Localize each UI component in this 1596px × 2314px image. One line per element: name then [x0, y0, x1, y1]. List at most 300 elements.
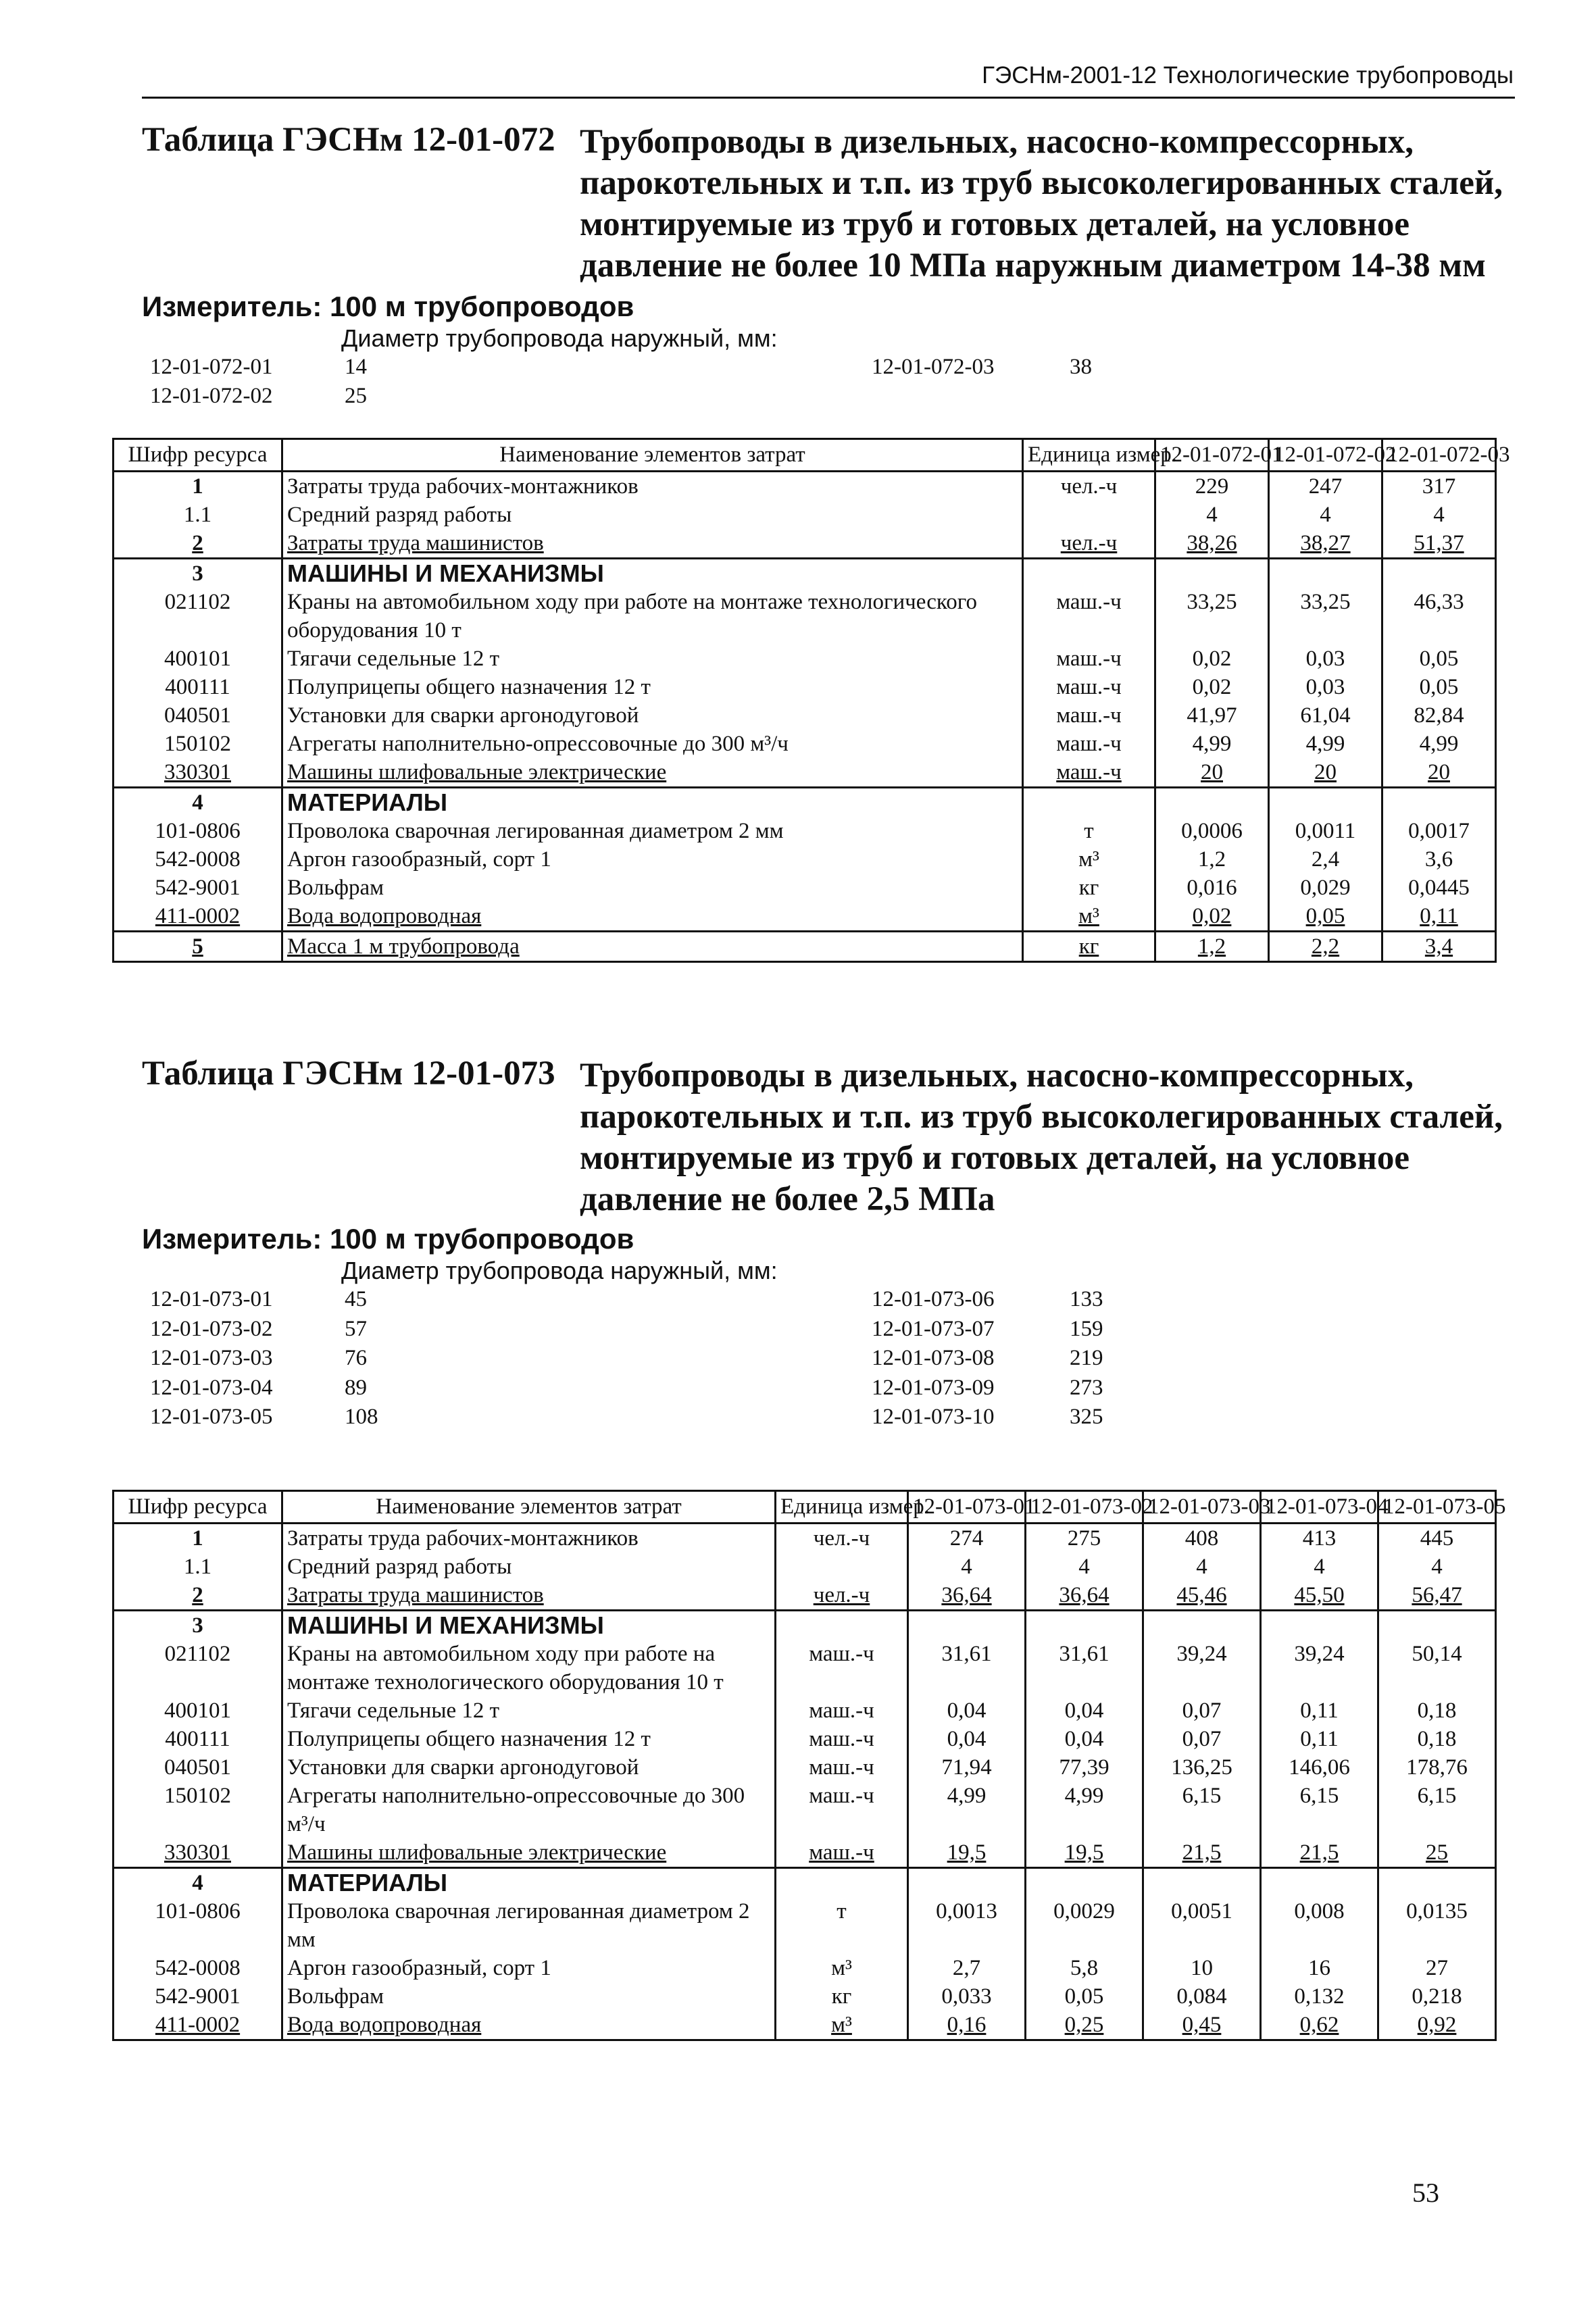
cell-unit: кг	[1023, 932, 1155, 962]
table-row	[114, 1838, 1496, 1868]
cell-code: 3	[114, 559, 282, 588]
cell-code: 400101	[114, 1696, 282, 1725]
table2-grid	[112, 1490, 1506, 2041]
cell-name: Вода водопроводная	[282, 2011, 776, 2040]
cell-value: 0,62	[1261, 2011, 1378, 2040]
cell-value: 0,11	[1261, 1696, 1378, 1725]
cell-name: Тягачи седельные 12 т	[282, 645, 1023, 673]
cell-value: 0,25	[1026, 2011, 1143, 2040]
cell-value: 46,33	[1382, 588, 1496, 645]
table-row	[114, 1868, 1496, 1898]
table1-diam-code: 12-01-072-03	[872, 355, 995, 379]
cell-value: 136,25	[1143, 1753, 1261, 1782]
cell-value: 1,2	[1155, 932, 1269, 962]
cell-value: 0,16	[908, 2011, 1026, 2040]
cell-value: 0,05	[1026, 1982, 1143, 2011]
table2-diam-code: 12-01-073-09	[872, 1376, 995, 1400]
table2-diam-code: 12-01-073-08	[872, 1346, 995, 1370]
cell-value: 50,14	[1378, 1640, 1496, 1696]
cell-unit	[776, 1868, 908, 1898]
cell-value	[908, 1611, 1026, 1640]
cell-value: 4,99	[1155, 730, 1269, 758]
cell-value: 0,05	[1382, 645, 1496, 673]
section-heading: МАШИНЫ И МЕХАНИЗМЫ	[282, 559, 1023, 588]
table-row	[114, 472, 1496, 501]
table-row	[114, 730, 1496, 758]
cell-value: 33,25	[1269, 588, 1382, 645]
cell-code: 400101	[114, 645, 282, 673]
cell-code: 2	[114, 529, 282, 559]
cell-name: Масса 1 м трубопровода	[282, 932, 1023, 962]
cell-value	[1382, 559, 1496, 588]
cell-value: 0,04	[908, 1725, 1026, 1753]
cell-value: 0,0006	[1155, 817, 1269, 845]
table2-diam-code: 12-01-073-02	[150, 1317, 273, 1341]
table1-meter: Измеритель: 100 м трубопроводов	[142, 291, 634, 322]
cell-value	[1143, 1868, 1261, 1898]
cell-value: 4	[1143, 1553, 1261, 1581]
cell-value: 445	[1378, 1524, 1496, 1553]
cell-unit	[1023, 559, 1155, 588]
col-value-header: 12-01-073-04	[1261, 1491, 1378, 1524]
cell-value: 0,132	[1261, 1982, 1378, 2011]
cell-value: 275	[1026, 1524, 1143, 1553]
cell-value: 6,15	[1378, 1782, 1496, 1838]
cell-code: 040501	[114, 701, 282, 730]
cell-name: Вольфрам	[282, 874, 1023, 902]
cell-unit: чел.-ч	[776, 1581, 908, 1611]
cell-value: 4	[1382, 501, 1496, 529]
cell-name: Затраты труда машинистов	[282, 1581, 776, 1611]
table2-diam-code: 12-01-073-01	[150, 1287, 273, 1311]
cell-value	[1155, 559, 1269, 588]
cell-value: 0,016	[1155, 874, 1269, 902]
cell-unit: маш.-ч	[776, 1696, 908, 1725]
table1-diameter-caption: Диаметр трубопровода наружный, мм:	[341, 324, 778, 352]
cell-unit: маш.-ч	[1023, 588, 1155, 645]
cell-code: 411-0002	[114, 902, 282, 932]
col-value-header: 12-01-073-03	[1143, 1491, 1261, 1524]
cell-value: 0,18	[1378, 1696, 1496, 1725]
cell-code: 400111	[114, 673, 282, 701]
cell-value: 0,02	[1155, 902, 1269, 932]
page-number: 53	[1412, 2178, 1439, 2208]
cell-name: Проволока сварочная легированная диаметром 2 мм	[282, 817, 1023, 845]
cell-value	[908, 1868, 1026, 1898]
col-value-header: 12-01-072-02	[1269, 439, 1382, 472]
table2-diam-value: 76	[345, 1346, 367, 1370]
cell-value: 0,04	[1026, 1696, 1143, 1725]
cell-name: Затраты труда машинистов	[282, 529, 1023, 559]
cell-value: 2,4	[1269, 845, 1382, 874]
cell-unit	[776, 1611, 908, 1640]
table-row	[114, 1753, 1496, 1782]
cell-unit: м³	[776, 1954, 908, 1982]
cell-unit: чел.-ч	[1023, 472, 1155, 501]
header-rule	[142, 97, 1515, 99]
cell-value: 0,0029	[1026, 1897, 1143, 1954]
table-row	[114, 1524, 1496, 1553]
table-row	[114, 1725, 1496, 1753]
cell-value	[1155, 788, 1269, 818]
cell-code: 4	[114, 788, 282, 818]
cell-unit: маш.-ч	[1023, 758, 1155, 788]
table2-label: Таблица ГЭСНм 12-01-073	[142, 1055, 555, 1092]
cell-value: 229	[1155, 472, 1269, 501]
cell-unit: м³	[1023, 902, 1155, 932]
table2-diam-value: 45	[345, 1287, 367, 1311]
table-row	[114, 1553, 1496, 1581]
table2-diam-value: 133	[1070, 1287, 1103, 1311]
cell-value: 0,92	[1378, 2011, 1496, 2040]
cell-value: 0,03	[1269, 673, 1382, 701]
cell-code: 150102	[114, 730, 282, 758]
cell-name: Аргон газообразный, сорт 1	[282, 845, 1023, 874]
cell-value: 4,99	[908, 1782, 1026, 1838]
cell-code: 040501	[114, 1753, 282, 1782]
cell-value: 36,64	[908, 1581, 1026, 1611]
table1-header-row	[114, 439, 1496, 472]
cell-value: 33,25	[1155, 588, 1269, 645]
running-header: ГЭСНм-2001-12 Технологические трубопроводы	[982, 62, 1514, 89]
table2-diam-value: 159	[1070, 1317, 1103, 1341]
cell-value: 0,008	[1261, 1897, 1378, 1954]
cell-unit: кг	[776, 1982, 908, 2011]
cell-value: 38,26	[1155, 529, 1269, 559]
cell-value: 0,04	[908, 1696, 1026, 1725]
cell-value: 19,5	[908, 1838, 1026, 1868]
cell-value: 4	[1378, 1553, 1496, 1581]
cell-value	[1382, 788, 1496, 818]
cell-code: 542-0008	[114, 1954, 282, 1982]
section-heading: МАТЕРИАЛЫ	[282, 788, 1023, 818]
cell-value: 3,4	[1382, 932, 1496, 962]
cell-code: 400111	[114, 1725, 282, 1753]
table-row	[114, 1696, 1496, 1725]
table2-diam-code: 12-01-073-04	[150, 1376, 273, 1400]
cell-unit: м³	[1023, 845, 1155, 874]
cell-code: 330301	[114, 1838, 282, 1868]
cell-value: 45,46	[1143, 1581, 1261, 1611]
cell-code: 4	[114, 1868, 282, 1898]
section-heading: МАТЕРИАЛЫ	[282, 1868, 776, 1898]
table2-diam-value: 273	[1070, 1376, 1103, 1400]
table-row	[114, 645, 1496, 673]
cell-value: 4	[1155, 501, 1269, 529]
cell-value: 0,45	[1143, 2011, 1261, 2040]
cell-value: 2,2	[1269, 932, 1382, 962]
cell-value: 6,15	[1143, 1782, 1261, 1838]
cell-unit	[776, 1553, 908, 1581]
cell-unit	[1023, 788, 1155, 818]
table-row	[114, 673, 1496, 701]
cell-value	[1269, 788, 1382, 818]
table-row	[114, 1954, 1496, 1982]
cell-value	[1026, 1611, 1143, 1640]
table2-diam-code: 12-01-073-03	[150, 1346, 273, 1370]
cell-value: 0,0011	[1269, 817, 1382, 845]
table-row	[114, 588, 1496, 645]
table-row	[114, 701, 1496, 730]
cell-value: 31,61	[908, 1640, 1026, 1696]
cell-value: 6,15	[1261, 1782, 1378, 1838]
cell-value: 0,03	[1269, 645, 1382, 673]
table-row	[114, 1611, 1496, 1640]
cell-unit: чел.-ч	[776, 1524, 908, 1553]
cell-value: 146,06	[1261, 1753, 1378, 1782]
table-row	[114, 1982, 1496, 2011]
cell-name: Краны на автомобильном ходу при работе на монтаже технологического оборудования 10 т	[282, 1640, 776, 1696]
table2-diameter-caption: Диаметр трубопровода наружный, мм:	[341, 1257, 778, 1284]
cell-name: Машины шлифовальные электрические	[282, 1838, 776, 1868]
cell-code: 101-0806	[114, 817, 282, 845]
cell-value: 4	[908, 1553, 1026, 1581]
table-row	[114, 559, 1496, 588]
cell-value: 61,04	[1269, 701, 1382, 730]
col-name-header: Наименование элементов затрат	[282, 439, 1023, 472]
cell-value: 4	[1261, 1553, 1378, 1581]
cell-name: Агрегаты наполнительно-опрессовочные до 300 м³/ч	[282, 730, 1023, 758]
table-row	[114, 902, 1496, 932]
cell-value: 4,99	[1382, 730, 1496, 758]
cell-code: 150102	[114, 1782, 282, 1838]
cell-code: 2	[114, 1581, 282, 1611]
cell-name: Проволока сварочная легированная диаметром 2 мм	[282, 1897, 776, 1954]
table2-header-row	[114, 1491, 1496, 1524]
cell-value: 0,11	[1382, 902, 1496, 932]
cell-name: Установки для сварки аргонодуговой	[282, 701, 1023, 730]
cell-value	[1143, 1611, 1261, 1640]
cell-code: 021102	[114, 588, 282, 645]
cell-value	[1026, 1868, 1143, 1898]
cell-unit: маш.-ч	[1023, 673, 1155, 701]
table1-title: Трубопроводы в дизельных, насосно-компрессорных, парокотельных и т.п. из труб высоколегированных сталей, монтируемые из труб и готовых деталей, на условное давление не более 10 МПа наружным диаметром 14-38 мм	[580, 123, 1503, 284]
cell-value: 82,84	[1382, 701, 1496, 730]
col-value-header: 12-01-073-02	[1026, 1491, 1143, 1524]
cell-value: 0,0017	[1382, 817, 1496, 845]
cell-value: 4	[1269, 501, 1382, 529]
cell-value: 21,5	[1261, 1838, 1378, 1868]
cell-value: 0,0013	[908, 1897, 1026, 1954]
col-name-header: Наименование элементов затрат	[282, 1491, 776, 1524]
cell-value: 3,6	[1382, 845, 1496, 874]
col-value-header: 12-01-072-03	[1382, 439, 1496, 472]
cell-value: 317	[1382, 472, 1496, 501]
cell-name: Аргон газообразный, сорт 1	[282, 1954, 776, 1982]
cell-code: 1	[114, 472, 282, 501]
cell-value: 408	[1143, 1524, 1261, 1553]
cell-value: 0,02	[1155, 673, 1269, 701]
cell-value: 21,5	[1143, 1838, 1261, 1868]
cell-unit: т	[1023, 817, 1155, 845]
table1-diam-code: 12-01-072-02	[150, 384, 273, 408]
cell-value: 25	[1378, 1838, 1496, 1868]
cell-code: 3	[114, 1611, 282, 1640]
cell-unit: маш.-ч	[1023, 645, 1155, 673]
cell-unit: маш.-ч	[776, 1782, 908, 1838]
cell-value: 0,07	[1143, 1725, 1261, 1753]
cell-value: 20	[1269, 758, 1382, 788]
section-heading: МАШИНЫ И МЕХАНИЗМЫ	[282, 1611, 776, 1640]
cell-value: 4	[1026, 1553, 1143, 1581]
table2-diam-code: 12-01-073-05	[150, 1405, 273, 1429]
col-code-header: Шифр ресурса	[114, 439, 282, 472]
cell-value: 38,27	[1269, 529, 1382, 559]
col-unit-header: Единица измер.	[776, 1491, 908, 1524]
cell-unit: т	[776, 1897, 908, 1954]
cell-value: 4,99	[1269, 730, 1382, 758]
cell-unit: маш.-ч	[1023, 730, 1155, 758]
col-value-header: 12-01-073-01	[908, 1491, 1026, 1524]
cell-value: 19,5	[1026, 1838, 1143, 1868]
cell-value: 39,24	[1143, 1640, 1261, 1696]
cell-value: 36,64	[1026, 1581, 1143, 1611]
table-row	[114, 758, 1496, 788]
table-row	[114, 1897, 1496, 1954]
cell-value: 0,218	[1378, 1982, 1496, 2011]
cell-name: Средний разряд работы	[282, 1553, 776, 1581]
cell-name: Затраты труда рабочих-монтажников	[282, 1524, 776, 1553]
table1-grid	[112, 438, 1510, 963]
cell-value: 41,97	[1155, 701, 1269, 730]
cell-value: 0,07	[1143, 1696, 1261, 1725]
table-row	[114, 817, 1496, 845]
table2-diam-value: 219	[1070, 1346, 1103, 1370]
col-value-header: 12-01-072-01	[1155, 439, 1269, 472]
cell-value: 45,50	[1261, 1581, 1378, 1611]
cell-code: 021102	[114, 1640, 282, 1696]
table2-diam-code: 12-01-073-06	[872, 1287, 995, 1311]
table-row	[114, 501, 1496, 529]
cell-unit: чел.-ч	[1023, 529, 1155, 559]
cell-value: 20	[1155, 758, 1269, 788]
cell-code: 542-9001	[114, 1982, 282, 2011]
cell-value: 1,2	[1155, 845, 1269, 874]
table-row	[114, 874, 1496, 902]
cell-unit	[1023, 501, 1155, 529]
cell-value: 20	[1382, 758, 1496, 788]
cell-value: 10	[1143, 1954, 1261, 1982]
cell-name: Вольфрам	[282, 1982, 776, 2011]
cell-code: 330301	[114, 758, 282, 788]
cell-unit: маш.-ч	[776, 1753, 908, 1782]
table2-diam-code: 12-01-073-07	[872, 1317, 995, 1341]
cell-value: 0,05	[1382, 673, 1496, 701]
table-row	[114, 1782, 1496, 1838]
cell-value: 274	[908, 1524, 1026, 1553]
cell-value: 0,02	[1155, 645, 1269, 673]
cell-name: Краны на автомобильном ходу при работе на монтаже технологического оборудования 10 т	[282, 588, 1023, 645]
cell-name: Затраты труда рабочих-монтажников	[282, 472, 1023, 501]
cell-value: 0,04	[1026, 1725, 1143, 1753]
cell-value: 5,8	[1026, 1954, 1143, 1982]
col-unit-header: Единица измер.	[1023, 439, 1155, 472]
table2-diam-value: 325	[1070, 1405, 1103, 1429]
cell-code: 1.1	[114, 1553, 282, 1581]
table1-diam-value: 38	[1070, 355, 1092, 379]
table2-body	[114, 1524, 1496, 2040]
cell-name: Средний разряд работы	[282, 501, 1023, 529]
cell-value: 51,37	[1382, 529, 1496, 559]
cell-value: 71,94	[908, 1753, 1026, 1782]
table1-diam-code: 12-01-072-01	[150, 355, 273, 379]
cell-code: 5	[114, 932, 282, 962]
table-row	[114, 932, 1496, 962]
cell-name: Тягачи седельные 12 т	[282, 1696, 776, 1725]
cell-value: 0,11	[1261, 1725, 1378, 1753]
cell-code: 542-9001	[114, 874, 282, 902]
cell-value: 39,24	[1261, 1640, 1378, 1696]
table-row	[114, 1640, 1496, 1696]
cell-value: 77,39	[1026, 1753, 1143, 1782]
cell-name: Агрегаты наполнительно-опрессовочные до 300 м³/ч	[282, 1782, 776, 1838]
cell-value: 27	[1378, 1954, 1496, 1982]
cell-unit: маш.-ч	[776, 1838, 908, 1868]
cell-name: Установки для сварки аргонодуговой	[282, 1753, 776, 1782]
cell-code: 101-0806	[114, 1897, 282, 1954]
table1-label: Таблица ГЭСНм 12-01-072	[142, 121, 555, 159]
table1-diam-value: 14	[345, 355, 367, 379]
cell-value: 56,47	[1378, 1581, 1496, 1611]
table2-diam-value: 108	[345, 1405, 378, 1429]
cell-code: 1.1	[114, 501, 282, 529]
col-value-header: 12-01-073-05	[1378, 1491, 1496, 1524]
cell-unit: кг	[1023, 874, 1155, 902]
cell-code: 542-0008	[114, 845, 282, 874]
table-row	[114, 1581, 1496, 1611]
cell-value: 0,0445	[1382, 874, 1496, 902]
cell-value	[1378, 1868, 1496, 1898]
cell-name: Вода водопроводная	[282, 902, 1023, 932]
table2-title: Трубопроводы в дизельных, насосно-компрессорных, парокотельных и т.п. из труб высоколегированных сталей, монтируемые из труб и готовых деталей, на условное давление не более 2,5 МПа	[580, 1057, 1503, 1218]
cell-value: 2,7	[908, 1954, 1026, 1982]
cell-name: Полуприцепы общего назначения 12 т	[282, 673, 1023, 701]
cell-value: 0,18	[1378, 1725, 1496, 1753]
cell-code: 411-0002	[114, 2011, 282, 2040]
cell-name: Полуприцепы общего назначения 12 т	[282, 1725, 776, 1753]
cell-name: Машины шлифовальные электрические	[282, 758, 1023, 788]
cell-value: 31,61	[1026, 1640, 1143, 1696]
table1-body	[114, 472, 1496, 962]
cell-unit: маш.-ч	[1023, 701, 1155, 730]
cell-value: 178,76	[1378, 1753, 1496, 1782]
cell-unit: м³	[776, 2011, 908, 2040]
cell-unit: маш.-ч	[776, 1725, 908, 1753]
col-code-header: Шифр ресурса	[114, 1491, 282, 1524]
table2-diam-code: 12-01-073-10	[872, 1405, 995, 1429]
table-row	[114, 845, 1496, 874]
cell-value: 0,05	[1269, 902, 1382, 932]
cell-value: 0,084	[1143, 1982, 1261, 2011]
table1-diam-value: 25	[345, 384, 367, 408]
cell-value	[1378, 1611, 1496, 1640]
cell-value	[1261, 1611, 1378, 1640]
cell-value: 0,0051	[1143, 1897, 1261, 1954]
table2-meter: Измеритель: 100 м трубопроводов	[142, 1223, 634, 1255]
cell-value	[1269, 559, 1382, 588]
cell-unit: маш.-ч	[776, 1640, 908, 1696]
table-row	[114, 2011, 1496, 2040]
table-row	[114, 529, 1496, 559]
cell-value: 0,029	[1269, 874, 1382, 902]
cell-code: 1	[114, 1524, 282, 1553]
cell-value	[1261, 1868, 1378, 1898]
table-row	[114, 788, 1496, 818]
cell-value: 0,033	[908, 1982, 1026, 2011]
table2-diam-value: 57	[345, 1317, 367, 1341]
cell-value: 247	[1269, 472, 1382, 501]
table2-diam-value: 89	[345, 1376, 367, 1400]
